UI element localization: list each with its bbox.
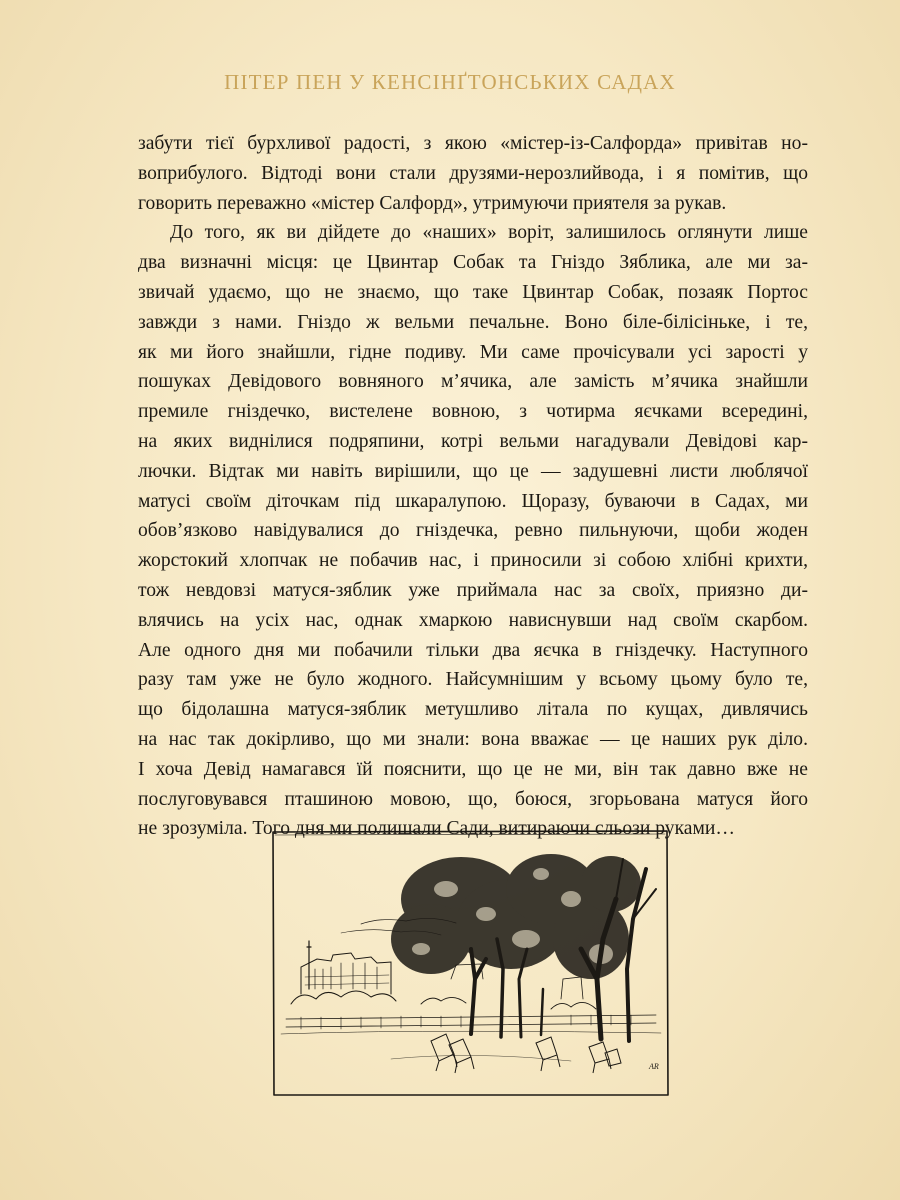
artist-signature: AR xyxy=(649,1062,659,1071)
text-line: що бідолашна матуся-зяблик метушливо літала по кущах, дивлячись xyxy=(138,699,808,721)
text-line: два визначні місця: це Цвинтар Собак та Гніздо Зяблика, але ми за- xyxy=(138,252,808,274)
text-line: на яких виднілися подряпини, котрі вельми нагадували Девідові кар- xyxy=(138,430,808,452)
text-line: завжди з нами. Гніздо ж вельми печальне. Воно біле-білісіньке, і те, xyxy=(138,311,808,333)
text-line: матусі своїм діточкам під шкаралупою. Щоразу, буваючи в Садах, ми xyxy=(138,490,808,512)
garden-illustration xyxy=(271,829,669,1097)
text-line: премиле гніздечко, вистелене вовною, з чотирма яєчками всередині, xyxy=(138,401,808,423)
text-line: влячись на усіх нас, однак хмаркою нависнувши над своїм скарбом. xyxy=(138,609,808,631)
text-line: звичай удаємо, що не знаємо, що таке Цвинтар Собак, позаяк Портос xyxy=(138,281,808,303)
text-line: Але одного дня ми побачили тільки два яєчка в гніздечку. Наступного xyxy=(138,639,808,661)
running-header: ПІТЕР ПЕН У КЕНСІНҐТОНСЬКИХ САДАХ xyxy=(224,70,676,94)
text-line: обов’язково навідувалися до гніздечка, ревно пильнуючи, щоби жоден xyxy=(138,520,808,542)
text-line: забути тієї бурхливої радості, з якою «містер-із-Салфорда» привітав но- xyxy=(138,133,808,154)
text-line: воприбулого. Відтоді вони стали друзями-нерозлийвода, і я помітив, що xyxy=(138,162,808,184)
paragraph-end-line: говорить переважно «містер Салфорд», утримуючи приятеля за рукав. xyxy=(138,192,727,214)
text-line: жорстокий хлопчак не побачив нас, і приносили зі собою хлібні крихти, xyxy=(138,550,808,572)
paragraph-start-line: До того, як ви дійдете до «наших» воріт, залишилось оглянути лише xyxy=(170,222,808,244)
text-line: як ми його знайшли, гідне подиву. Ми саме прочісували усі зарості у xyxy=(138,341,808,363)
paragraph-end-line: не зрозуміла. Того дня ми полишали Сади, витираючи сльози руками… xyxy=(138,818,735,840)
text-line: послуговувався пташиною мовою, що, боюся, згорьована матуся його xyxy=(138,788,808,810)
text-line: разу там уже не було жодного. Найсумнішим у всьому цьому було те, xyxy=(138,669,808,691)
text-line: тож невдовзі матуся-зяблик уже приймала нас за своїх, приязно ди- xyxy=(138,579,808,601)
text-line: пошуках Девідового вовняного м’ячика, але замість м’ячика знайшли xyxy=(138,371,808,393)
text-line: лючки. Відтак ми навіть вирішили, що це — задушевні листи люблячої xyxy=(138,460,808,482)
text-line: на нас так докірливо, що ми знали: вона вважає — це наших рук діло. xyxy=(138,728,808,750)
body-text xyxy=(138,129,808,844)
text-line: І хоча Девід намагався їй пояснити, що це не ми, він так давно вже не xyxy=(138,758,808,780)
